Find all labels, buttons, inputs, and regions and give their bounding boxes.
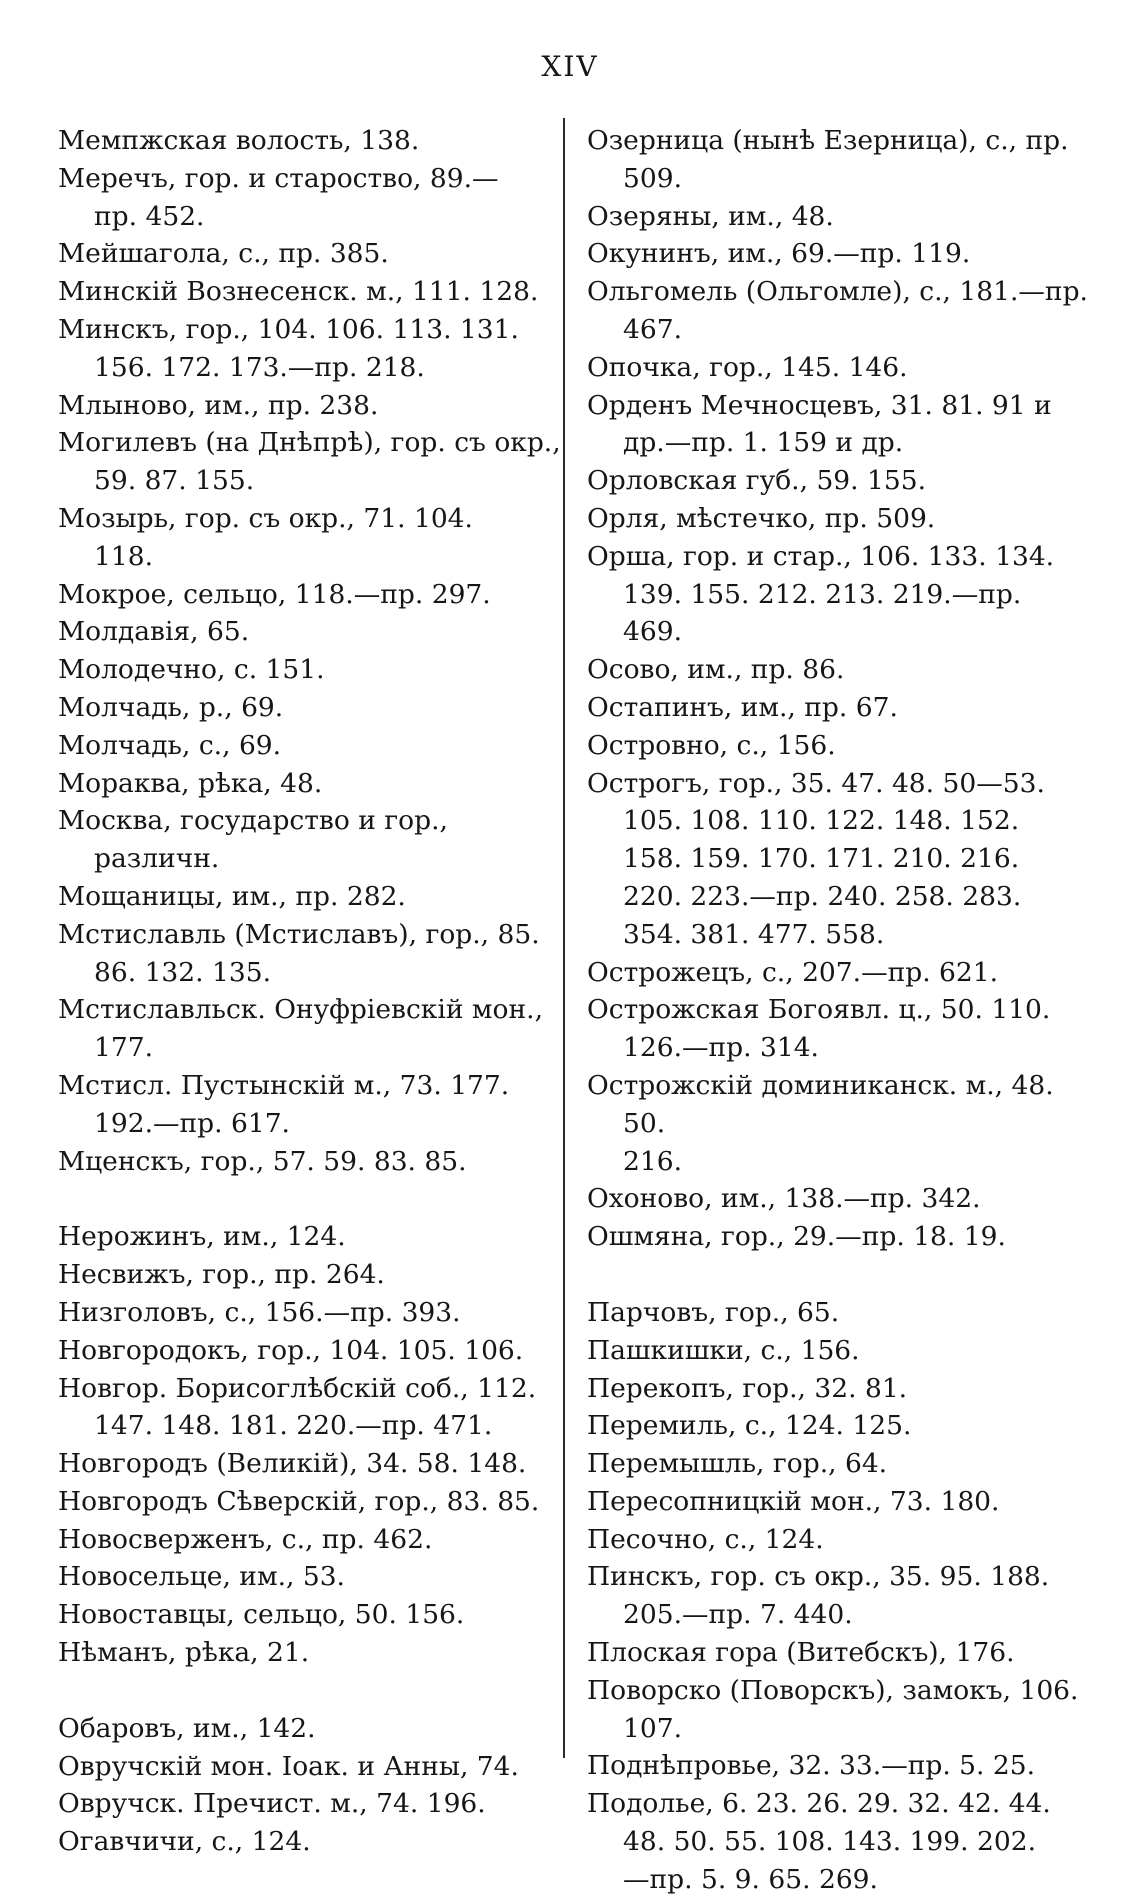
entry-line: 147. 148. 181. 220.—пр. 471. — [94, 1410, 493, 1442]
index-entry — [587, 727, 1092, 765]
entry-line: Обаровъ, им., 142. — [58, 1712, 316, 1744]
index-entry — [58, 878, 563, 916]
entry-line: Пашкишки, с., 156. — [587, 1334, 860, 1366]
entry-line: Перемышль, гор., 64. — [587, 1448, 888, 1480]
index-entry — [587, 1218, 1092, 1256]
index-entry — [58, 576, 563, 614]
index-entry — [58, 1067, 563, 1143]
entry-line: Нерожинъ, им., 124. — [58, 1221, 346, 1253]
entry-line: Плоская гора (Витебскъ), 176. — [587, 1637, 1015, 1669]
index-entry — [587, 273, 1092, 349]
entry-line: Мозырь, гор. съ окр., 71. 104. — [58, 502, 473, 534]
entry-line: Овручскій мон. Іоак. и Анны, 74. — [58, 1750, 519, 1782]
entry-line: 59. 87. 155. — [94, 465, 255, 497]
index-entry — [587, 1634, 1092, 1672]
index-entry — [587, 1558, 1092, 1634]
entry-line: Перекопъ, гор., 32. 81. — [587, 1372, 908, 1404]
entry-line: 158. 159. 170. 171. 210. 216. — [623, 843, 1020, 875]
entry-line: Орденъ Мечносцевъ, 31. 81. 91 и — [587, 389, 1052, 421]
index-entry — [58, 1710, 563, 1748]
index-entry — [58, 1823, 563, 1861]
index-entry — [58, 765, 563, 803]
index-entry — [58, 613, 563, 651]
entry-line: 86. 132. 135. — [94, 956, 271, 988]
entry-line: Поворско (Поворскъ), замокъ, 106. — [587, 1674, 1079, 1706]
index-entry — [587, 991, 1092, 1067]
entry-line: Новгородъ Сѣверскій, гор., 83. 85. — [58, 1485, 540, 1517]
entry-line: Поднѣпровье, 32. 33.—пр. 5. 25. — [587, 1750, 1036, 1782]
entry-line: Острожская Богоявл. ц., 50. 110. — [587, 994, 1051, 1026]
index-entry — [58, 235, 563, 273]
entry-line: Ольгомель (Ольгомле), с., 181.—пр. — [587, 276, 1088, 308]
index-entry — [587, 1672, 1092, 1748]
entry-line: Озеряны, им., 48. — [587, 200, 834, 232]
index-entry — [58, 424, 563, 500]
entry-line: Мокрое, сельцо, 118.—пр. 297. — [58, 578, 491, 610]
index-entry — [58, 1785, 563, 1823]
entry-line: Огавчичи, с., 124. — [58, 1826, 311, 1858]
entry-line: 509. — [623, 162, 683, 194]
index-entry — [58, 1445, 563, 1483]
entry-line: Опочка, гор., 145. 146. — [587, 351, 908, 383]
entry-line: Несвижъ, гор., пр. 264. — [58, 1259, 385, 1291]
entry-line: Остапинъ, им., пр. 67. — [587, 691, 898, 723]
entry-line: Пинскъ, гор. съ окр., 35. 95. 188. — [587, 1561, 1050, 1593]
index-entry — [58, 1294, 563, 1332]
entry-line: Орля, мѣстечко, пр. 509. — [587, 502, 936, 534]
entry-line: Пересопницкій мон., 73. 180. — [587, 1485, 1000, 1517]
entry-line: Мстиславльск. Онуфріевскій мон., — [58, 994, 544, 1026]
index-entry — [58, 1483, 563, 1521]
entry-line: 467. — [623, 313, 683, 345]
index-entry — [58, 1370, 563, 1446]
entry-line: Низголовъ, с., 156.—пр. 393. — [58, 1296, 461, 1328]
entry-line: Москва, государство и гор., различн. — [58, 805, 457, 875]
index-entry — [587, 1407, 1092, 1445]
entry-line: Озерница (нынѣ Езерница), с., пр. — [587, 125, 1069, 156]
entry-line: 105. 108. 110. 122. 148. 152. — [623, 805, 1020, 837]
entry-line: Орша, гор. и стар., 106. 133. 134. — [587, 540, 1055, 572]
left-column — [58, 122, 563, 1861]
index-entry — [587, 1521, 1092, 1559]
index-entry — [58, 991, 563, 1067]
entry-line: 139. 155. 212. 213. 219.—пр. — [623, 578, 1022, 610]
entry-line: Новгор. Борисоглѣбскій соб., 112. — [58, 1372, 537, 1404]
index-entry — [58, 651, 563, 689]
entry-line: —пр. 5. 9. 65. 269. — [623, 1863, 878, 1895]
entry-line: Мощаницы, им., пр. 282. — [58, 880, 406, 912]
index-entry — [587, 765, 1092, 954]
entry-line: 118. — [94, 540, 154, 572]
index-entry — [58, 160, 563, 236]
index-entry — [58, 1521, 563, 1559]
section-gap — [58, 1672, 563, 1710]
index-entry — [587, 1180, 1092, 1218]
index-entry — [58, 311, 563, 387]
right-column — [587, 122, 1092, 1899]
index-entry — [587, 462, 1092, 500]
entry-line: Мораква, рѣка, 48. — [58, 767, 323, 799]
entry-line: Ошмяна, гор., 29.—пр. 18. 19. — [587, 1221, 1006, 1253]
index-entry — [587, 198, 1092, 236]
entry-line: Новгородъ (Великій), 34. 58. 148. — [58, 1448, 527, 1480]
index-entry — [58, 1332, 563, 1370]
entry-line: 205.—пр. 7. 440. — [623, 1599, 853, 1631]
index-entry — [587, 954, 1092, 992]
entry-line: Новгородокъ, гор., 104. 105. 106. — [58, 1334, 524, 1366]
entry-line: Осово, им., пр. 86. — [587, 654, 845, 686]
entry-line: 192.—пр. 617. — [94, 1107, 290, 1139]
section-gap — [587, 1256, 1092, 1294]
index-entry — [58, 1558, 563, 1596]
index-entry — [58, 387, 563, 425]
entry-line: Перемиль, с., 124. 125. — [587, 1410, 912, 1442]
entry-line: Острогъ, гор., 35. 47. 48. 50—53. — [587, 767, 1045, 799]
index-entry — [587, 122, 1092, 198]
entry-line: 354. 381. 477. 558. — [623, 918, 885, 950]
index-entry — [587, 1370, 1092, 1408]
entry-line: Молодечно, с. 151. — [58, 654, 325, 686]
entry-line: Орловская губ., 59. 155. — [587, 465, 927, 497]
entry-line: 107. — [623, 1712, 683, 1744]
index-entry — [58, 1143, 563, 1181]
entry-line: Молдавія, 65. — [58, 616, 250, 648]
page-number: XIV — [541, 50, 599, 83]
entry-line: Меречъ, гор. и староство, 89.— — [58, 162, 499, 194]
section-gap — [58, 1180, 563, 1218]
index-entry — [587, 538, 1092, 651]
index-entry — [587, 235, 1092, 273]
index-entry — [58, 689, 563, 727]
index-entry — [58, 273, 563, 311]
entry-line: 216. — [623, 1145, 683, 1177]
index-entry — [587, 1445, 1092, 1483]
entry-line: Молчадь, р., 69. — [58, 691, 284, 723]
entry-line: Овручск. Пречист. м., 74. 196. — [58, 1788, 486, 1820]
index-entry — [587, 1332, 1092, 1370]
index-entry — [58, 1634, 563, 1672]
entry-line: Мемпжская волость, 138. — [58, 125, 420, 156]
entry-line: Могилевъ (на Днѣпрѣ), гор. съ окр., — [58, 427, 561, 459]
entry-line: 220. 223.—пр. 240. 258. 283. — [623, 880, 1022, 912]
index-entry — [587, 1067, 1092, 1180]
entry-line: Островно, с., 156. — [587, 729, 836, 761]
entry-line: Мценскъ, гор., 57. 59. 83. 85. — [58, 1145, 467, 1177]
entry-line: 469. — [623, 616, 683, 648]
entry-line: Новосельце, им., 53. — [58, 1561, 345, 1593]
index-entry — [587, 387, 1092, 463]
index-entry — [58, 802, 563, 878]
index-entry — [587, 1785, 1092, 1898]
entry-line: Минскъ, гор., 104. 106. 113. 131. — [58, 313, 519, 345]
entry-line: Новоставцы, сельцо, 50. 156. — [58, 1599, 465, 1631]
entry-line: Новосверженъ, с., пр. 462. — [58, 1523, 433, 1555]
entry-line: 177. — [94, 1032, 154, 1064]
entry-line: Мстисл. Пустынскій м., 73. 177. — [58, 1069, 510, 1101]
entry-line: 156. 172. 173.—пр. 218. — [94, 351, 425, 383]
index-entry — [587, 651, 1092, 689]
entry-line: Млыново, им., пр. 238. — [58, 389, 379, 421]
index-entry — [587, 500, 1092, 538]
index-entry — [58, 1256, 563, 1294]
entry-line: др.—пр. 1. 159 и др. — [623, 427, 904, 459]
entry-line: Острожскій доминиканск. м., 48. 50. — [587, 1069, 1063, 1139]
index-entry — [58, 500, 563, 576]
entry-line: Мейшагола, с., пр. 385. — [58, 238, 389, 270]
entry-line: Охоново, им., 138.—пр. 342. — [587, 1183, 981, 1215]
index-entry — [587, 689, 1092, 727]
entry-line: Молчадь, с., 69. — [58, 729, 282, 761]
index-entry — [58, 1596, 563, 1634]
index-entry — [587, 1483, 1092, 1521]
entry-line: Песочно, с., 124. — [587, 1523, 824, 1555]
entry-line: Минскій Вознесенск. м., 111. 128. — [58, 276, 539, 308]
index-entry — [58, 122, 563, 160]
entry-line: 48. 50. 55. 108. 143. 199. 202. — [623, 1826, 1036, 1858]
index-entry — [58, 727, 563, 765]
index-entry — [58, 916, 563, 992]
index-entry — [587, 1747, 1092, 1785]
index-entry — [587, 349, 1092, 387]
entry-line: Окунинъ, им., 69.—пр. 119. — [587, 238, 971, 270]
entry-line: пр. 452. — [94, 200, 205, 232]
entry-line: Острожецъ, с., 207.—пр. 621. — [587, 956, 999, 988]
entry-line: Мстиславль (Мстиславъ), гор., 85. — [58, 918, 540, 950]
entry-line: Подолье, 6. 23. 26. 29. 32. 42. 44. — [587, 1788, 1051, 1820]
entry-line: 126.—пр. 314. — [623, 1032, 819, 1064]
entry-line: Нѣманъ, рѣка, 21. — [58, 1637, 310, 1669]
index-entry — [587, 1294, 1092, 1332]
index-entry — [58, 1748, 563, 1786]
column-divider — [563, 118, 565, 1758]
entry-line: Парчовъ, гор., 65. — [587, 1296, 840, 1328]
index-entry — [58, 1218, 563, 1256]
